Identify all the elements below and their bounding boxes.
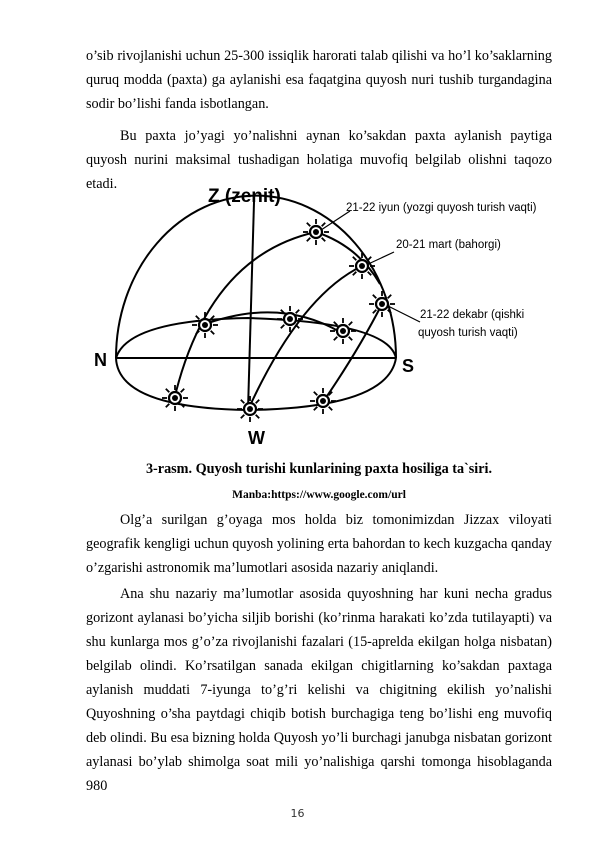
paragraph-3: Olg’a surilgan g’oyaga mos holda biz tomonimizdan Jizzax viloyati geografik kengligi uchun quyosh yolining erta bahordan to kech kuzgacha qanday o’zgarishi astronomik ma’lumotlari asosida nazariy aniqlandi. [86, 512, 552, 576]
paragraph-2: Bu paxta jo’yagi yo’nalishni aynan ko’sakdan paxta aylanish paytiga quyosh nurini maksimal tushadigan holatiga muvofiq belgilab olishni taqozo etadi. [86, 128, 552, 192]
zenith-line [248, 202, 254, 410]
hemisphere-outline [116, 196, 396, 358]
horizon-back [116, 318, 396, 358]
equinox-sun-path [248, 266, 362, 410]
equinox-label: 20-21 mart (bahorgi) [396, 239, 501, 251]
winter-pointer [384, 304, 420, 322]
sun-icon [192, 312, 218, 338]
summer-label: 21-22 iyun (yozgi quyosh turish vaqti) [346, 202, 537, 214]
sun-icon [310, 388, 336, 414]
winter-label-2: quyosh turish vaqti) [418, 327, 518, 339]
sun-icon [330, 318, 356, 344]
figure-source: Manba:https://www.google.com/url [232, 489, 406, 501]
paragraph-4: Ana shu nazariy ma’lumotlar asosida quyoshning har kuni necha gradus gorizont aylanasi bo’yicha siljib borishi (ko’rinma harakati ko’zda tutilayapti) va shu kunlarga mos g’o’za rivojlanishi fazalari (15-aprelda ekilgan holga nisbatan) belgilab olindi. Ko’rsatilgan sanada ekilgan chigitlarning ko’sakdan paxtaga aylanish muddati 7-iyunga to’g’ri kelishi va chigitning ekilish yo’nalishi Quyoshning o’sha paytdagi chiqib botish burchagiga teng bo’lishi eng muvofiq deb olindi. Bu esa bizning holda Quyosh yo’li burchagi janubga nisbatan gorizont aylanasi bo’ylab shimolga soat mili yo’nalishiga qarshi tomonga hisoblaganda 980 [86, 586, 552, 794]
paragraph-1: o’sib rivojlanishi uchun 25-300 issiqlik harorati talab qilishi va ho’l ko’saklarning quruq modda (paxta) ga aylanishi esa faqatgina quyosh nuri tushib turgandagina sodir bo’lishi fanda isbotlangan. [86, 48, 552, 112]
sun-icon [303, 219, 329, 245]
winter-label: 21-22 dekabr (qishki [420, 309, 525, 321]
north-label: N [94, 350, 107, 370]
west-label: W [248, 428, 265, 448]
inner-arc [200, 312, 340, 332]
south-label: S [402, 356, 415, 376]
sun-path-diagram [88, 176, 552, 454]
zenith-label: Z (zenit) [208, 186, 281, 207]
sun-icon [237, 396, 263, 422]
sun-icon [349, 253, 375, 279]
sun-icon [369, 291, 395, 317]
sun-icon [162, 385, 188, 411]
sun-icon [277, 306, 303, 332]
figure-caption: 3-rasm. Quyosh turishi kunlarining paxta hosiliga ta`siri. [145, 461, 493, 477]
page-number: 16 [290, 807, 305, 820]
